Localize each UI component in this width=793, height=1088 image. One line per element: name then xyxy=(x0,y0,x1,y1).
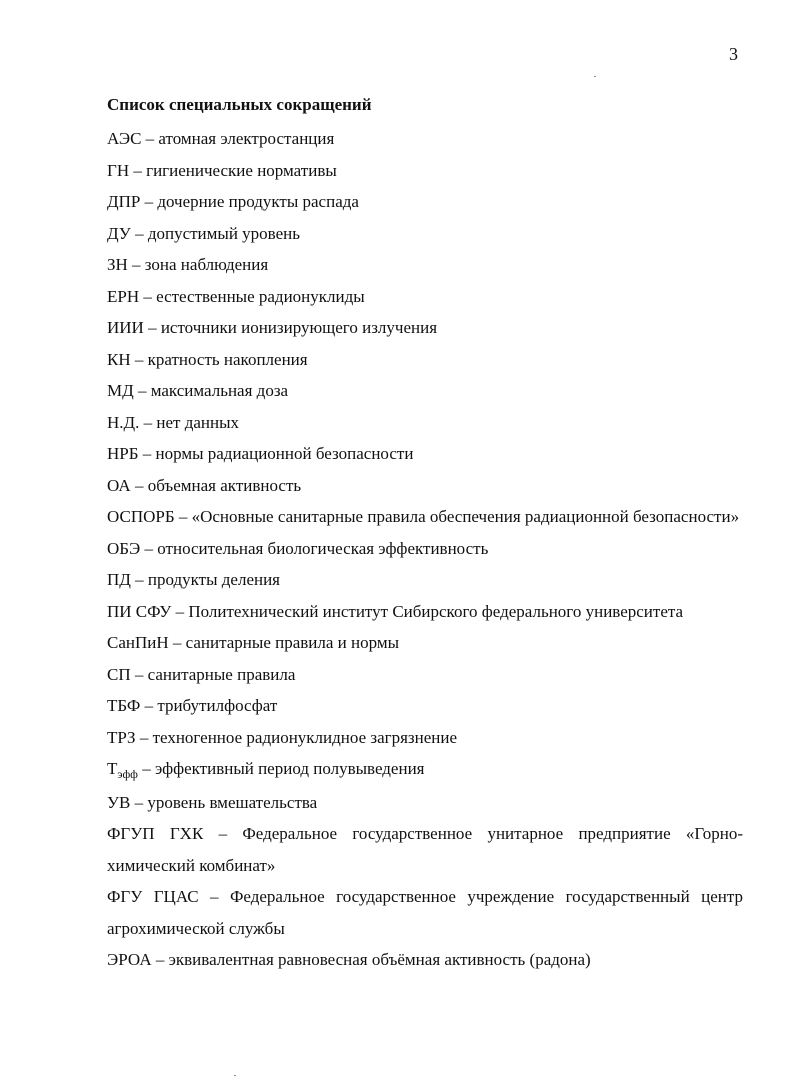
list-item: ИИИ – источники ионизирующего излучения xyxy=(107,318,438,337)
list-item: ЗН – зона наблюдения xyxy=(107,255,269,274)
list-item-t-eff xyxy=(107,753,743,787)
list-item: ОСПОРБ – «Основные санитарные правила обеспечения радиационной безопасности» xyxy=(107,507,740,526)
list-item: ДУ – допустимый уровень xyxy=(107,223,301,243)
definition: – эффективный период полувыведения xyxy=(137,759,425,778)
list-item: ПД – продукты деления xyxy=(107,570,281,589)
list-item: ФГУП ГХК – Федеральное государственное унитарное предприятие «Горно-химический комбинат» xyxy=(107,824,743,875)
list-item: КН – кратность накопления xyxy=(107,349,308,369)
list-item: НРБ – нормы радиационной безопасности xyxy=(107,444,414,463)
list-item: АЭС – атомная электростанция xyxy=(107,129,335,148)
page-number: 3 xyxy=(729,44,738,64)
list-title: Список специальных сокращений xyxy=(107,95,372,114)
list-item: МД – максимальная доза xyxy=(107,381,289,400)
list-item: ОА – объемная активность xyxy=(107,475,302,495)
list-item: ЭРОА – эквивалентная равновесная объёмная активность (радона) xyxy=(107,950,591,969)
list-item: ТРЗ – техногенное радионуклидное загрязнение xyxy=(107,727,458,747)
list-item: ЕРН – естественные радионуклиды xyxy=(107,286,365,306)
term-subscript: эфф xyxy=(117,767,138,781)
list-item: ОБЭ – относительная биологическая эффективность xyxy=(107,538,489,558)
list-item: ДПР – дочерние продукты распада xyxy=(107,192,359,211)
list-item: ТБФ – трибутилфосфат xyxy=(107,696,278,715)
abbreviations-list xyxy=(107,92,743,976)
scan-speck xyxy=(594,76,596,77)
list-item: СП – санитарные правила xyxy=(107,664,296,684)
term: Т xyxy=(107,759,118,778)
list-item: Н.Д. – нет данных xyxy=(107,412,240,432)
list-item: УВ – уровень вмешательства xyxy=(107,792,318,812)
list-item: СанПиН – санитарные правила и нормы xyxy=(107,633,400,652)
list-item: ПИ СФУ – Политехнический институт Сибирского федерального университета xyxy=(107,601,684,621)
list-item: ФГУ ГЦАС – Федеральное государственное учреждение государственный центр агрохимической службы xyxy=(107,887,743,938)
scan-speck xyxy=(234,1075,236,1076)
list-item: ГН – гигиенические нормативы xyxy=(107,160,337,180)
